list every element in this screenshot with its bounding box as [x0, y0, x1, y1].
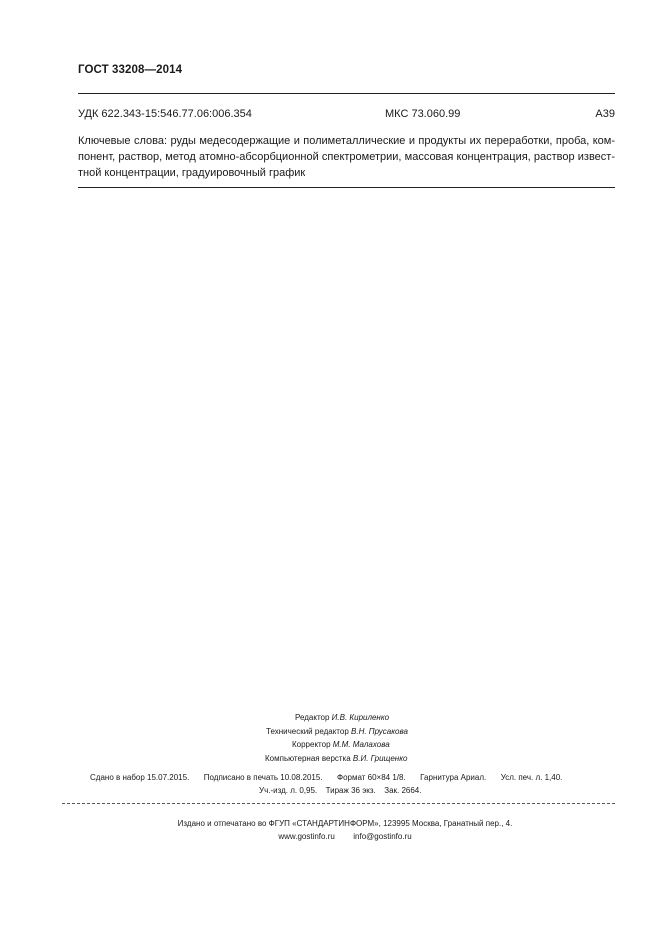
credit-layout	[265, 752, 407, 766]
mks-code: МКС 73.060.99	[385, 108, 461, 120]
publishing-sheets: Уч.-изд. л. 0,95.	[259, 786, 318, 795]
publisher-address: Издано и отпечатано во ФГУП «СТАНДАРТИНФОРМ», 123995 Москва, Гранатный пер., 4.	[177, 819, 513, 828]
print-format: Формат 60×84 1/8.	[337, 773, 406, 782]
keywords-line: понент, раствор, метод атомно-абсорбционной спектрометрии, массовая концентрация, раствор извест-	[78, 151, 615, 163]
credit-role: Технический редактор	[266, 726, 349, 736]
okstu-code: А39	[595, 108, 615, 120]
top-divider	[78, 93, 615, 94]
publisher-contacts	[0, 830, 661, 843]
credit-corrector	[292, 738, 390, 752]
order-number: Зак. 2664.	[384, 786, 422, 795]
credit-role: Компьютерная верстка	[265, 753, 351, 763]
print-info-line-2	[259, 784, 421, 798]
signed-date: Подписано в печать 10.08.2015.	[203, 773, 323, 782]
publisher-website[interactable]: www.gostinfo.ru	[278, 832, 335, 841]
credit-role: Редактор	[295, 713, 330, 722]
credit-name: В.Н. Прусакова	[351, 726, 408, 736]
classification-line	[78, 108, 615, 122]
typeface: Гарнитура Ариал.	[420, 773, 487, 782]
submitted-date: Сдано в набор 15.07.2015.	[90, 773, 190, 782]
credit-name: В.И. Грищенко	[352, 753, 408, 763]
printed-sheets: Усл. печ. л. 1,40.	[500, 773, 563, 782]
credit-editor	[295, 711, 389, 725]
keywords-block	[78, 133, 615, 181]
credit-tech-editor	[266, 725, 408, 739]
standard-title: ГОСТ 33208—2014	[78, 64, 183, 76]
udk-code: УДК 622.343-15:546.77.06:006.354	[78, 108, 252, 120]
keywords-line: тной концентрации, градуировочный график	[78, 167, 306, 179]
keywords-line: Ключевые слова: руды медесодержащие и полиметаллические и продукты их переработки, проба, ком-	[78, 135, 615, 147]
credit-name: М.М. Малахова	[332, 740, 390, 749]
credit-role: Корректор	[292, 740, 331, 749]
print-run: Тираж 36 экз.	[325, 786, 376, 795]
publisher-email[interactable]: info@gostinfo.ru	[353, 832, 412, 841]
dashed-divider	[62, 803, 615, 804]
publisher-info	[0, 817, 661, 843]
credit-name: И.В. Кириленко	[331, 713, 390, 722]
keywords-divider	[78, 187, 615, 188]
print-info-line-1	[90, 771, 562, 785]
